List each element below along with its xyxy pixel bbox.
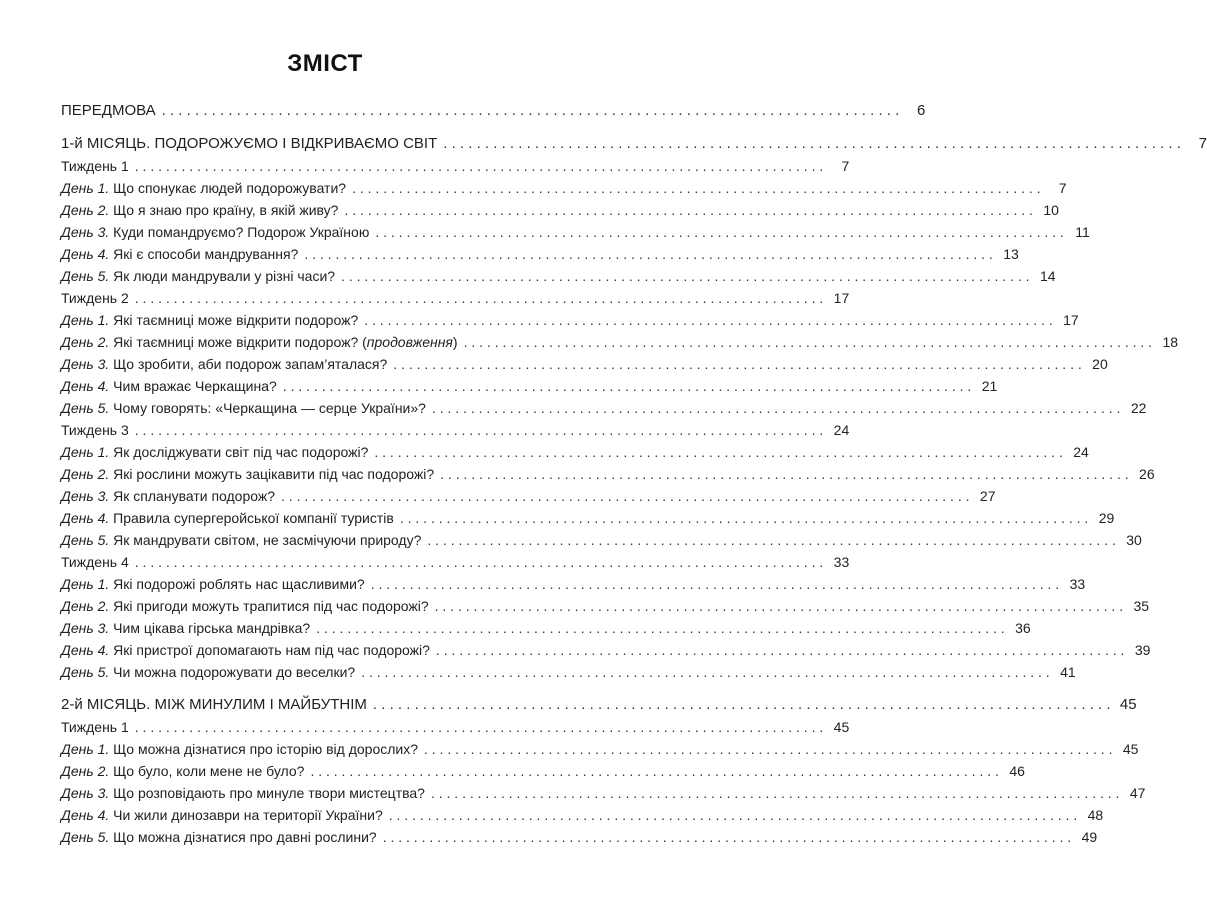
toc-entry-text: Тиждень 4 bbox=[61, 554, 129, 570]
dot-leader bbox=[135, 419, 823, 441]
toc-entry-text: Чому говорять: «Черкащина — серце України»? bbox=[113, 400, 426, 416]
toc-entry-title bbox=[61, 243, 298, 265]
toc-page-number: 48 bbox=[1087, 807, 1104, 823]
toc-day-label: День 1. bbox=[61, 741, 110, 757]
toc-entry-text: 2-й МІСЯЦЬ. МІЖ МИНУЛИМ І МАЙБУТНІМ bbox=[61, 696, 367, 713]
toc-entry[interactable] bbox=[61, 265, 1056, 287]
toc-entry-title bbox=[61, 441, 368, 463]
toc-entry-title bbox=[61, 760, 304, 782]
toc-entry[interactable] bbox=[61, 155, 850, 177]
toc-page-number: 14 bbox=[1039, 268, 1056, 284]
toc-entry-text: Як люди мандрували у різні часи? bbox=[113, 268, 336, 284]
toc-entry-title bbox=[61, 782, 425, 804]
toc-entry-text: Як спланувати подорож? bbox=[113, 488, 276, 504]
toc-entry[interactable] bbox=[61, 661, 1076, 683]
toc-day-label: День 1. bbox=[61, 444, 110, 460]
toc-entry[interactable] bbox=[61, 309, 1079, 331]
toc-day-label: День 5. bbox=[61, 400, 110, 416]
toc-entry[interactable] bbox=[61, 639, 1151, 661]
page-title: ЗМІСТ bbox=[287, 50, 363, 77]
toc-entry[interactable] bbox=[61, 287, 850, 309]
toc-page-number: 11 bbox=[1075, 224, 1090, 240]
toc-entry-text: Що можна дізнатися про давні рослини? bbox=[113, 829, 377, 845]
toc-page-number: 27 bbox=[979, 488, 996, 504]
dot-leader bbox=[135, 716, 823, 738]
toc-day-label: День 2. bbox=[61, 466, 110, 482]
toc-page-number: 24 bbox=[1073, 444, 1089, 460]
toc-entry-text: Що спонукає людей подорожувати? bbox=[113, 180, 347, 196]
toc-page-number: 46 bbox=[1009, 763, 1025, 779]
toc-entry-text: Тиждень 2 bbox=[61, 290, 129, 306]
toc-entry-text: Що розповідають про минуле твори мистецтва? bbox=[113, 785, 425, 801]
dot-leader bbox=[393, 353, 1081, 375]
dot-leader bbox=[435, 595, 1123, 617]
toc-entry-suffix: (продовження) bbox=[362, 334, 458, 350]
toc-page-number: 7 bbox=[1058, 180, 1067, 196]
toc-page-number: 45 bbox=[1122, 741, 1139, 757]
dot-leader bbox=[135, 287, 823, 309]
toc-day-label: День 3. bbox=[61, 224, 110, 240]
toc-page-number: 36 bbox=[1015, 620, 1031, 636]
toc-entry-title bbox=[61, 397, 426, 419]
dot-leader bbox=[135, 551, 823, 573]
toc-entry[interactable] bbox=[61, 507, 1115, 529]
toc-day-label: День 3. bbox=[61, 620, 110, 636]
toc-entry-title bbox=[61, 661, 355, 683]
dot-leader bbox=[304, 243, 992, 265]
toc-entry[interactable] bbox=[61, 782, 1146, 804]
toc-entry-text: Які таємниці може відкрити подорож? bbox=[113, 312, 359, 328]
toc-entry-text: Правила супергеройської компанії туристів bbox=[113, 510, 394, 526]
toc-entry[interactable] bbox=[61, 804, 1104, 826]
toc-page-number: 21 bbox=[981, 378, 998, 394]
dot-leader bbox=[375, 221, 1063, 243]
toc-entry-title bbox=[61, 331, 458, 353]
toc-entry[interactable] bbox=[61, 243, 1019, 265]
toc-entry-title bbox=[61, 573, 365, 595]
toc-day-label: День 1. bbox=[61, 576, 110, 592]
dot-leader bbox=[310, 760, 998, 782]
toc-day-label: День 2. bbox=[61, 334, 110, 350]
toc-entry-title bbox=[61, 738, 418, 760]
toc-entry-text: Як мандрувати світом, не засмічуючи природу? bbox=[113, 532, 422, 548]
toc-page-number: 10 bbox=[1043, 202, 1059, 218]
toc-day-label: День 5. bbox=[61, 664, 110, 680]
dot-leader bbox=[371, 573, 1059, 595]
toc-page-number: 17 bbox=[833, 290, 850, 306]
toc-entry-title bbox=[61, 155, 129, 177]
toc-entry[interactable] bbox=[61, 463, 1155, 485]
toc-day-label: День 2. bbox=[61, 763, 110, 779]
toc-entry-text: Чи жили динозаври на території України? bbox=[113, 807, 383, 823]
toc-entry-text: Які пристрої допомагають нам під час подорожі? bbox=[113, 642, 430, 658]
toc-entry[interactable] bbox=[61, 738, 1139, 760]
toc-page-number: 29 bbox=[1098, 510, 1115, 526]
toc-day-label: День 3. bbox=[61, 785, 110, 801]
dot-leader bbox=[352, 177, 1040, 199]
toc-entry-text: Чи можна подорожувати до веселки? bbox=[113, 664, 356, 680]
toc-page-number: 22 bbox=[1130, 400, 1147, 416]
toc-entry[interactable] bbox=[61, 551, 850, 573]
dot-leader bbox=[427, 529, 1115, 551]
toc-entry-text: Що можна дізнатися про історію від дорослих? bbox=[113, 741, 418, 757]
dot-leader bbox=[162, 100, 900, 122]
dot-leader bbox=[281, 485, 969, 507]
toc-entry-title bbox=[61, 309, 358, 331]
toc-entry-text: Як досліджувати світ під час подорожі? bbox=[113, 444, 369, 460]
dot-leader bbox=[400, 507, 1088, 529]
toc-entry-title bbox=[61, 177, 346, 199]
toc-page-number: 7 bbox=[1198, 135, 1207, 152]
toc-entry[interactable] bbox=[61, 694, 1137, 716]
toc-day-label: День 1. bbox=[61, 312, 110, 328]
toc-entry-title bbox=[61, 265, 335, 287]
toc-page-number: 18 bbox=[1162, 334, 1179, 350]
toc-page-number: 20 bbox=[1092, 356, 1108, 372]
toc-page-number: 41 bbox=[1060, 664, 1076, 680]
toc-page-number: 24 bbox=[833, 422, 850, 438]
toc-day-label: День 2. bbox=[61, 202, 110, 218]
toc-entry-text: Тиждень 3 bbox=[61, 422, 129, 438]
toc-day-label: День 5. bbox=[61, 268, 110, 284]
toc-entry[interactable] bbox=[61, 199, 1059, 221]
toc-page-number: 35 bbox=[1133, 598, 1150, 614]
dot-leader bbox=[389, 804, 1077, 826]
toc-entry-text: Чим цікава гірська мандрівка? bbox=[113, 620, 311, 636]
dot-leader bbox=[373, 694, 1111, 716]
toc-entry-text: ПЕРЕДМОВА bbox=[61, 102, 156, 119]
toc-entry[interactable] bbox=[61, 331, 1179, 353]
toc-day-label: День 4. bbox=[61, 642, 110, 658]
toc-entry-title bbox=[61, 199, 338, 221]
toc-entry-text: Куди помандруємо? Подорож Україною bbox=[113, 224, 370, 240]
toc-entry[interactable] bbox=[61, 397, 1147, 419]
toc-entry[interactable] bbox=[61, 595, 1150, 617]
toc-entry[interactable] bbox=[61, 617, 1031, 639]
toc-entry[interactable] bbox=[61, 353, 1108, 375]
dot-leader bbox=[424, 738, 1112, 760]
toc-day-label: День 4. bbox=[61, 807, 110, 823]
toc-entry[interactable] bbox=[61, 441, 1089, 463]
toc-entry-title bbox=[61, 133, 437, 155]
toc-entry-text: Які рослини можуть зацікавити під час подорожі? bbox=[113, 466, 435, 482]
toc-entry-title bbox=[61, 100, 156, 122]
toc-day-label: День 4. bbox=[61, 510, 110, 526]
dot-leader bbox=[431, 782, 1119, 804]
toc-day-label: День 4. bbox=[61, 378, 110, 394]
table-of-contents bbox=[61, 0, 1207, 900]
dot-leader bbox=[135, 155, 823, 177]
toc-entry-title bbox=[61, 804, 383, 826]
dot-leader bbox=[341, 265, 1029, 287]
toc-page-number: 17 bbox=[1063, 312, 1079, 328]
dot-leader bbox=[443, 133, 1181, 155]
toc-entry-text: Які подорожі роблять нас щасливими? bbox=[113, 576, 365, 592]
toc-entry-title bbox=[61, 639, 430, 661]
toc-entry-title bbox=[61, 529, 421, 551]
toc-page-number: 33 bbox=[833, 554, 850, 570]
toc-entry-title bbox=[61, 507, 394, 529]
toc-day-label: День 1. bbox=[61, 180, 110, 196]
toc-entry-text: Що було, коли мене не було? bbox=[113, 763, 305, 779]
dot-leader bbox=[440, 463, 1128, 485]
toc-entry[interactable] bbox=[61, 221, 1090, 243]
toc-entry[interactable] bbox=[61, 760, 1025, 782]
toc-entry-text: Які пригоди можуть трапитися під час подорожі? bbox=[113, 598, 429, 614]
toc-entry-text: Які таємниці може відкрити подорож? bbox=[113, 334, 359, 350]
toc-page-number: 13 bbox=[1003, 246, 1019, 262]
toc-page-number: 49 bbox=[1081, 829, 1098, 845]
toc-page-number: 39 bbox=[1134, 642, 1151, 658]
toc-entry-title bbox=[61, 287, 129, 309]
toc-entry-text: Що я знаю про країну, в якій живу? bbox=[113, 202, 339, 218]
dot-leader bbox=[464, 331, 1152, 353]
dot-leader bbox=[436, 639, 1124, 661]
toc-entry-title bbox=[61, 353, 387, 375]
dot-leader bbox=[364, 309, 1052, 331]
toc-day-label: День 3. bbox=[61, 356, 110, 372]
toc-entry[interactable] bbox=[61, 826, 1098, 848]
toc-entry-title bbox=[61, 617, 310, 639]
dot-leader bbox=[344, 199, 1032, 221]
toc-entry-title bbox=[61, 375, 277, 397]
toc-entry-text: Що зробити, аби подорож запам’яталася? bbox=[113, 356, 388, 372]
toc-entry-title bbox=[61, 694, 367, 716]
toc-page-number: 47 bbox=[1129, 785, 1146, 801]
toc-entry-title bbox=[61, 716, 129, 738]
dot-leader bbox=[383, 826, 1071, 848]
toc-entry-title bbox=[61, 485, 275, 507]
toc-entry[interactable] bbox=[61, 375, 998, 397]
toc-page-number: 6 bbox=[916, 102, 926, 119]
toc-page-number: 45 bbox=[833, 719, 850, 735]
toc-entry-title bbox=[61, 551, 129, 573]
toc-entry-text: Тиждень 1 bbox=[61, 158, 129, 174]
toc-page-number: 45 bbox=[1119, 696, 1137, 713]
toc-day-label: День 3. bbox=[61, 488, 110, 504]
dot-leader bbox=[374, 441, 1062, 463]
toc-entry[interactable] bbox=[61, 133, 1207, 155]
toc-day-label: День 5. bbox=[61, 532, 110, 548]
toc-entry-title bbox=[61, 419, 129, 441]
toc-entry-text: 1-й МІСЯЦЬ. ПОДОРОЖУЄМО І ВІДКРИВАЄМО СВІТ bbox=[61, 135, 438, 152]
toc-day-label: День 4. bbox=[61, 246, 110, 262]
toc-entry[interactable] bbox=[61, 177, 1067, 199]
dot-leader bbox=[361, 661, 1049, 683]
dot-leader bbox=[432, 397, 1120, 419]
toc-entry[interactable] bbox=[61, 529, 1142, 551]
toc-page-number: 33 bbox=[1069, 576, 1086, 592]
dot-leader bbox=[316, 617, 1004, 639]
toc-day-label: День 2. bbox=[61, 598, 110, 614]
toc-entry[interactable] bbox=[61, 419, 850, 441]
toc-entry[interactable] bbox=[61, 100, 926, 122]
toc-entry[interactable] bbox=[61, 485, 996, 507]
toc-entry-text: Тиждень 1 bbox=[61, 719, 129, 735]
toc-page-number: 26 bbox=[1139, 466, 1155, 482]
toc-entry-title bbox=[61, 595, 429, 617]
toc-page-number: 7 bbox=[841, 158, 850, 174]
toc-entry-title bbox=[61, 221, 369, 243]
toc-entry[interactable] bbox=[61, 573, 1086, 595]
toc-entry-title bbox=[61, 826, 377, 848]
toc-entry-text: Чим вражає Черкащина? bbox=[113, 378, 277, 394]
toc-entry[interactable] bbox=[61, 716, 850, 738]
toc-entry-title bbox=[61, 463, 434, 485]
toc-entry-text: Які є способи мандрування? bbox=[113, 246, 299, 262]
dot-leader bbox=[283, 375, 971, 397]
toc-page-number: 30 bbox=[1126, 532, 1142, 548]
toc-day-label: День 5. bbox=[61, 829, 110, 845]
